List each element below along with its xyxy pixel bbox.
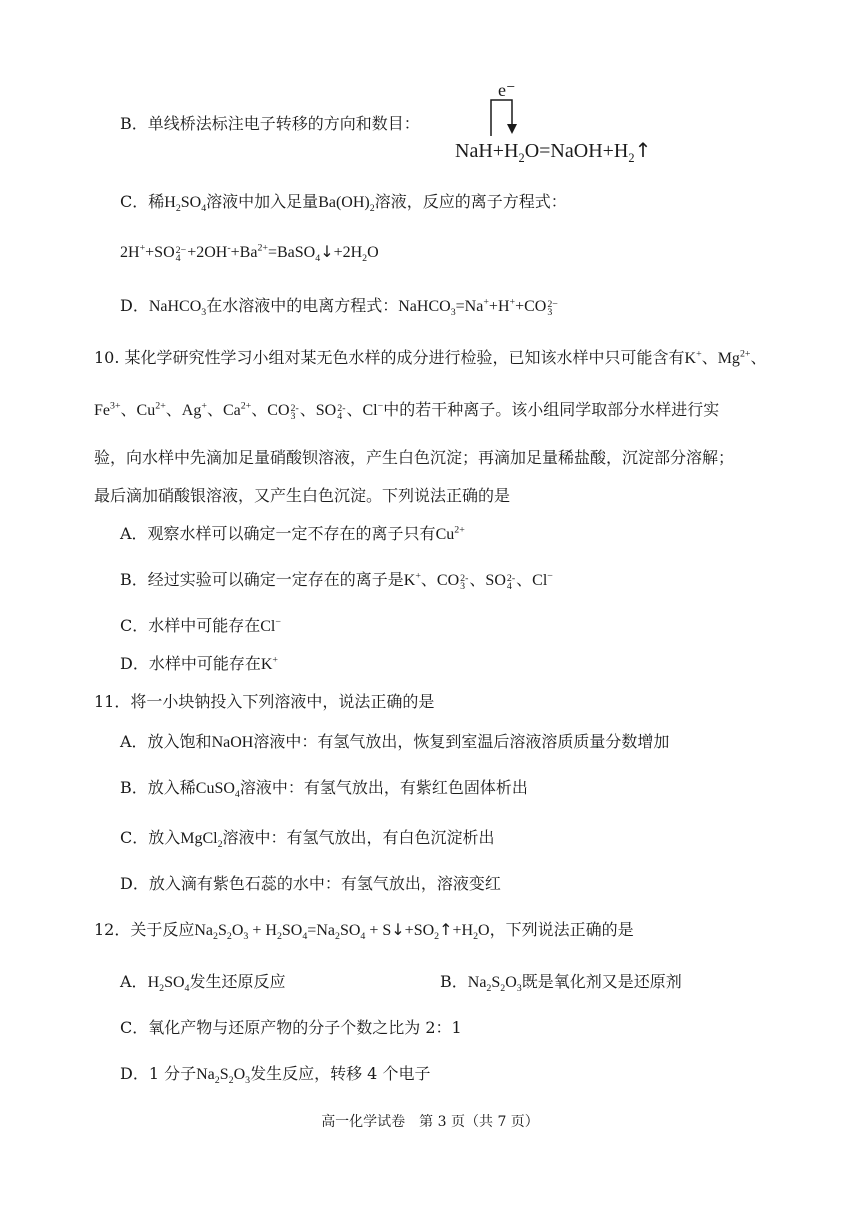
- q10-option-c: C．水样中可能存在Cl−: [120, 616, 281, 635]
- q12-option-c: C．氧化产物与还原产物的分子个数之比为 2：1: [120, 1018, 462, 1037]
- q11-option-a-pre: A．放入饱和: [120, 732, 212, 751]
- q10-stem-text2: 中的若干种离子。该小组同学取部分水样进行实: [383, 400, 720, 419]
- q12-stem-pre: 12．关于反应: [94, 920, 195, 939]
- q10-option-a: A．观察水样可以确定一定不存在的离子只有$Cu^{2+}$: [120, 524, 465, 543]
- q11-option-a: A．放入饱和NaOH溶液中：有氢气放出，恢复到室温后溶液溶质质量分数增加: [120, 732, 670, 751]
- q9-option-d: D．NaHCO$_3$在水溶液中的电离方程式：NaHCO$_3$=Na++H++CO 2− 3: [120, 296, 558, 319]
- q9-option-c-equation: 2H++SO 2− 4 $+2OH^-+Ba^{2+}=BaSO_4↓+2H_2O$: [120, 242, 379, 265]
- q12-option-b-pre: B．: [440, 972, 468, 991]
- q11-option-c-post: 溶液中：有氢气放出，有白色沉淀析出: [222, 828, 495, 847]
- q10-stem-line1: 10. 某化学研究性学习小组对某无色水样的成分进行检验，已知该水样中只可能含有K+、$Mg^{2+}$、: [94, 348, 767, 367]
- electron-label: e⁻: [498, 80, 516, 100]
- q9-option-d-text1: 在水溶液中的电离方程式：: [206, 296, 399, 315]
- q9-option-c-label: C．稀: [120, 192, 165, 211]
- q12-option-a-pre: A．: [120, 972, 148, 991]
- q11-stem: 11．将一小块钠投入下列溶液中，说法正确的是: [94, 692, 435, 711]
- q10-option-b: B．经过实验可以确定一定存在的离子是K+、CO 2- 3 、SO 2- 4 、Cl−: [120, 570, 553, 593]
- q11-option-d: D．放入滴有紫色石蕊的水中：有氢气放出，溶液变红: [120, 874, 501, 893]
- q11-option-c: C．放入MgCl$_2$溶液中：有氢气放出，有白色沉淀析出: [120, 828, 495, 851]
- q11-option-b-pre: B．放入稀: [120, 778, 196, 797]
- q11-option-b: B．放入稀CuSO$_4$溶液中：有氢气放出，有紫红色固体析出: [120, 778, 528, 801]
- nah-equation: $NaH+H_2O=NaOH+H_2↑$: [455, 138, 652, 165]
- q12-option-a: A．$H_2SO_4$发生还原反应: [120, 972, 286, 995]
- q9-option-b-label: B．单线桥法标注电子转移的方向和数目：: [120, 114, 420, 133]
- q9-option-d-label: D．: [120, 296, 149, 315]
- q10-option-d-text: D．水样中可能存在: [120, 654, 261, 673]
- q12-stem-post: ，下列说法正确的是: [489, 920, 634, 939]
- q9-option-c: C．稀$H_2SO_4$溶液中加入足量$Ba(OH)_2$溶液，反应的离子方程式：: [120, 192, 567, 215]
- q12-option-b: B．$Na_2S_2O_3$既是氧化剂又是还原剂: [440, 972, 682, 995]
- q10-stem-line4: 最后滴加硝酸银溶液，又产生白色沉淀。下列说法正确的是: [94, 486, 511, 505]
- q10-option-d: D．水样中可能存在K+: [120, 654, 278, 673]
- q12-option-a-post: 发生还原反应: [189, 972, 286, 991]
- q11-option-a-post: 溶液中：有氢气放出，恢复到室温后溶液溶质质量分数增加: [253, 732, 670, 751]
- q12-option-d-post: 发生反应，转移 4 个电子: [250, 1064, 431, 1083]
- q12-option-b-post: 既是氧化剂又是还原剂: [521, 972, 682, 991]
- q10-option-a-text: A．观察水样可以确定一定不存在的离子只有: [120, 524, 436, 543]
- q9-option-c-text1: 溶液中加入足量: [206, 192, 319, 211]
- q11-option-c-pre: C．放入: [120, 828, 181, 847]
- q10-stem-line2: $Fe^{3+}$、$Cu^{2+}$、Ag+、$Ca^{2+}$、CO 2- 3 、SO 2- 4 、Cl−中的若干种离子。该小组同学取部分水样进行实: [94, 400, 720, 423]
- q9-option-b: [120, 114, 420, 134]
- q10-option-c-text: C．水样中可能存在: [120, 616, 261, 635]
- q11-option-b-post: 溶液中：有氢气放出，有紫红色固体析出: [239, 778, 528, 797]
- q12-stem: 12．关于反应$Na_2S_2O_3 + H_2SO_4=Na_2SO_4$ + $S↓+SO_2↑+H_2O$，下列说法正确的是: [94, 920, 634, 943]
- q12-option-d-pre: D．1 分子: [120, 1064, 197, 1083]
- q12-option-d: D．1 分子$Na_2S_2O_3$发生反应，转移 4 个电子: [120, 1064, 431, 1087]
- q9-option-c-text2: 溶液，反应的离子方程式：: [374, 192, 567, 211]
- q10-stem-line3: 验，向水样中先滴加足量硝酸钡溶液，产生白色沉淀；再滴加足量稀盐酸，沉淀部分溶解；: [94, 448, 735, 467]
- single-bridge-arrow-icon: [486, 80, 546, 140]
- page-footer: 高一化学试卷 第 3 页（共 7 页）: [321, 1114, 539, 1130]
- q10-stem-text1: 10. 某化学研究性学习小组对某无色水样的成分进行检验，已知该水样中只可能含有: [94, 348, 685, 367]
- q10-option-b-text: B．经过实验可以确定一定存在的离子是: [120, 570, 404, 589]
